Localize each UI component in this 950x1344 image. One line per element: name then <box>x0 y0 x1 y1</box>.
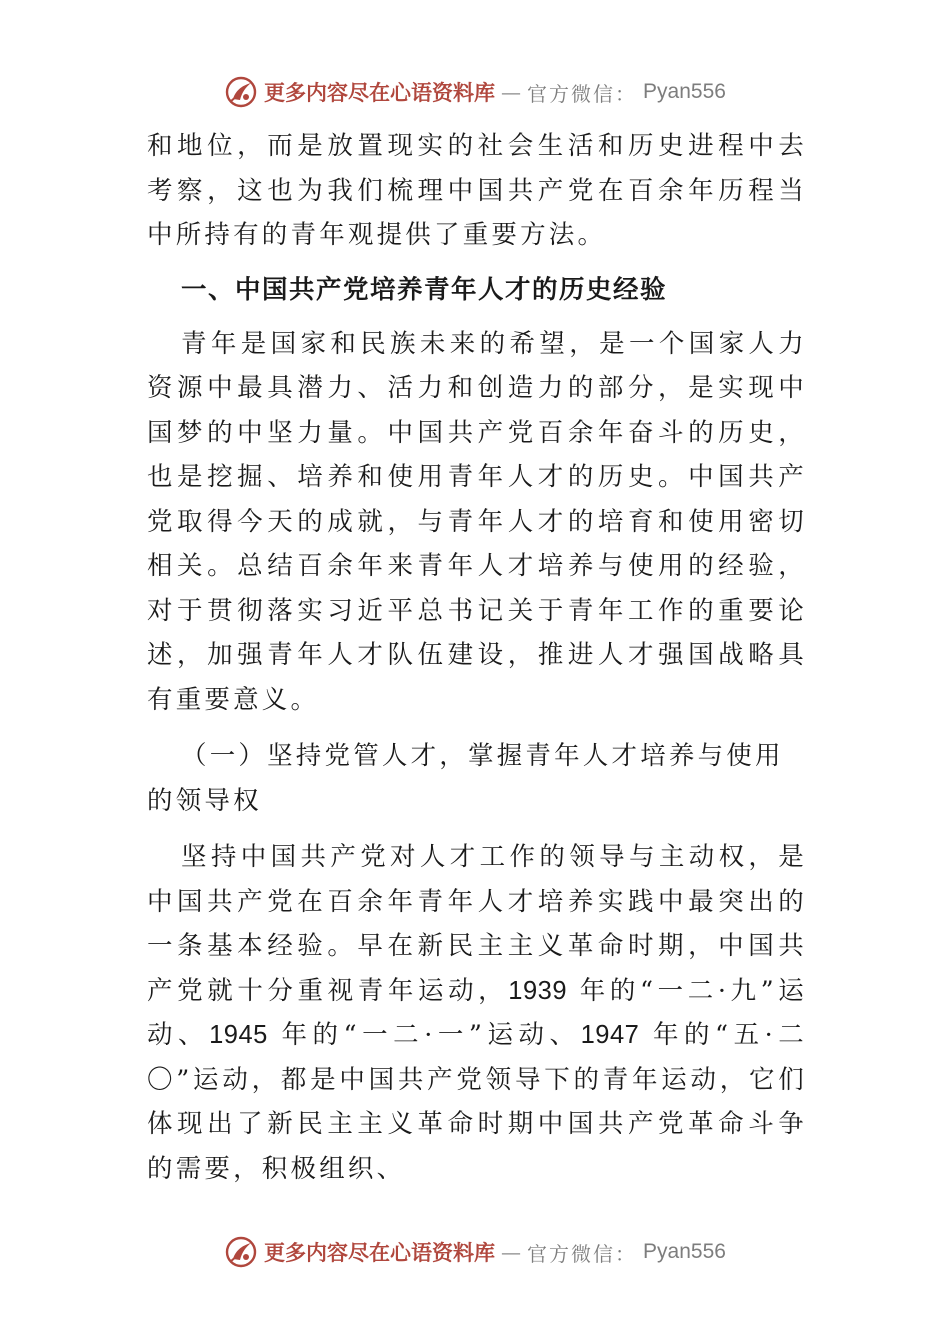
watermark-brand-text: 更多内容尽在心语资料库 <box>264 80 496 105</box>
watermark-separator: — <box>501 80 522 104</box>
watermark-brand-text: 更多内容尽在心语资料库 <box>264 1240 496 1265</box>
section-heading: 一、中国共产党培养青年人才的历史经验 <box>181 274 668 305</box>
subsection-heading: （一）坚持党管人才，掌握青年人才培养与使用的领导权 <box>147 741 784 816</box>
paragraph-2-part-b: 年的“一二·九”运动、 <box>147 975 807 1050</box>
year-1947: 1947 <box>580 1021 640 1049</box>
watermark-banner-top <box>0 72 950 112</box>
watermark-banner-bottom <box>0 1232 950 1272</box>
paragraph-2-part-d: 年的“五·二〇”运动，都是中国共产党领导下的青年运动，它们体现出了新民主主义革命时期中国共产党革命斗争的需要，积极组织、 <box>147 1020 808 1184</box>
paragraph-2 <box>147 835 807 1191</box>
year-1945: 1945 <box>209 1021 268 1049</box>
watermark-wechat-id: Pyan556 <box>643 80 726 103</box>
watermark-separator: — <box>501 1240 522 1264</box>
paragraph-2-part-a: 坚持中国共产党对人才工作的领导与主动权，是中国共产党在百余年青年人才培养实践中最突出的一条基本经验。早在新民主主义革命时期，中国共产党就十分重视青年运动， <box>147 842 807 1006</box>
brand-logo-icon <box>224 75 258 109</box>
document-body <box>147 124 807 1191</box>
watermark-wechat-label: 官方微信： <box>527 1241 638 1266</box>
paragraph-1: 青年是国家和民族未来的希望，是一个国家人力资源中最具潜力、活力和创造力的部分，是实现中国梦的中坚力量。中国共产党百余年奋斗的历史，也是挖掘、培养和使用青年人才的历史。中国共产党取得今天的成就，与青年人才的培育和使用密切相关。总结百余年来青年人才培养与使用的经验，对于贯彻落实习近平总书记关于青年工作的重要论述，加强青年人才队伍建设，推进人才强国战略具有重要意义。 <box>147 328 807 715</box>
watermark-wechat-id: Pyan556 <box>643 1240 726 1263</box>
brand-logo-icon <box>224 1235 258 1269</box>
paragraph-intro: 和地位，而是放置现实的社会生活和历史进程中去考察，这也为我们梳理中国共产党在百余年历程当中所持有的青年观提供了重要方法。 <box>147 131 807 250</box>
year-1939: 1939 <box>508 976 568 1005</box>
paragraph-2-part-c: 年的“一二·一”运动、 <box>267 1020 581 1050</box>
watermark-wechat-label: 官方微信： <box>527 81 638 106</box>
